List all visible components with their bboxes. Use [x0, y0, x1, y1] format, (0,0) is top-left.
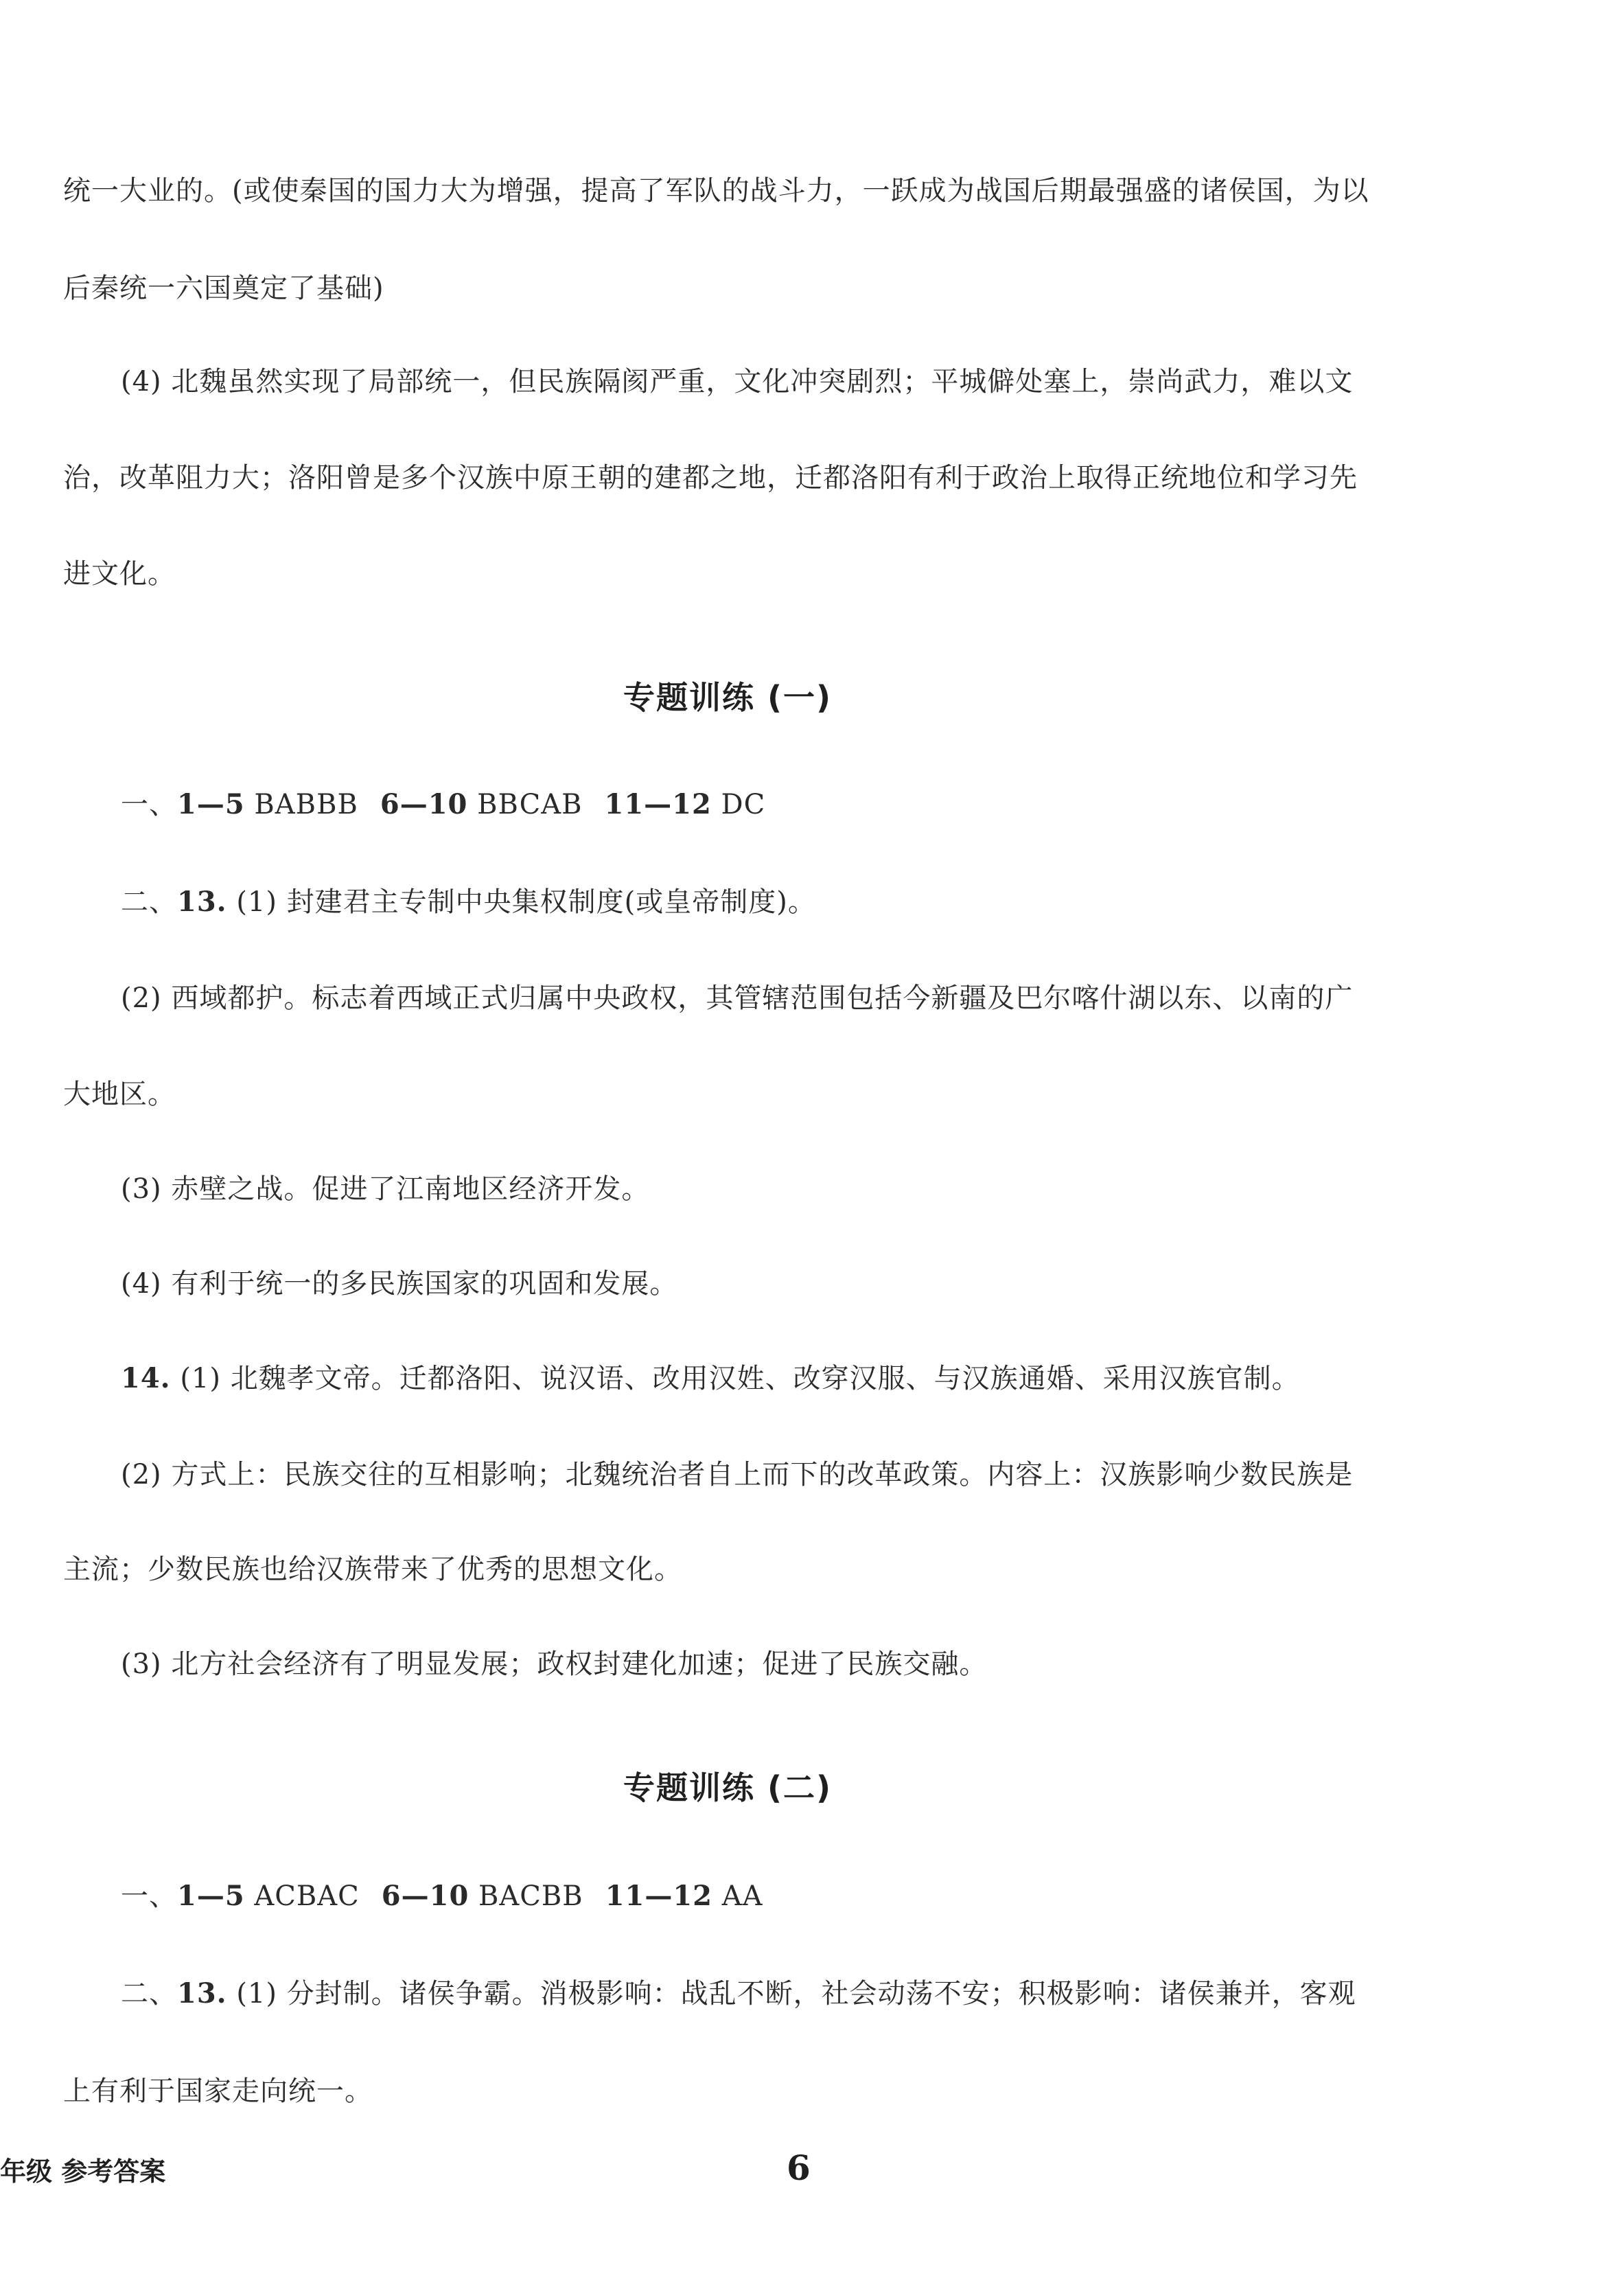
paragraph-line: (4) 有利于统一的多民族国家的巩固和发展。 — [121, 1268, 678, 1300]
paragraph-line: (2) 西域都护。标志着西域正式归属中央政权，其管辖范围包括今新疆及巴尔喀什湖以东、以南的广 — [121, 982, 1354, 1014]
paragraph-line: 治，改革阻力大；洛阳曾是多个汉族中原王朝的建都之地，迁都洛阳有利于政治上取得正统地位和学习先 — [63, 462, 1358, 494]
paragraph-line: 主流；少数民族也给汉族带来了优秀的思想文化。 — [63, 1554, 682, 1585]
footer-label: 年级 参考答案 — [0, 2156, 166, 2187]
page-number: 6 — [787, 2148, 811, 2188]
question-13-line — [121, 1977, 1356, 2010]
mc-answers: BACBB — [478, 1880, 583, 1912]
section-heading-1: 专题训练 (一) — [623, 679, 833, 716]
paragraph-line: (4) 北魏虽然实现了局部统一，但民族隔阂严重，文化冲突剧烈；平城僻处塞上，崇尚武力，难以文 — [121, 366, 1354, 398]
section-heading-2: 专题训练 (二) — [623, 1769, 833, 1806]
mc-prefix: 一、 — [121, 789, 177, 820]
question-number: 13. — [177, 1977, 227, 2010]
paragraph-line: (3) 赤壁之战。促进了江南地区经济开发。 — [121, 1173, 650, 1205]
answer-text: (1) 封建君主专制中央集权制度(或皇帝制度)。 — [236, 886, 816, 918]
mc-answers: ACBAC — [254, 1880, 360, 1912]
paragraph-line: 大地区。 — [63, 1079, 176, 1110]
section-prefix: 二、 — [121, 1978, 177, 2010]
mc-answers: AA — [721, 1880, 763, 1912]
paragraph-line: (2) 方式上：民族交往的互相影响；北魏统治者自上而下的改革政策。内容上：汉族影响少数民族是 — [121, 1459, 1354, 1490]
paragraph-line: 后秦统一六国奠定了基础) — [63, 273, 384, 304]
paragraph-line: (3) 北方社会经济有了明显发展；政权封建化加速；促进了民族交融。 — [121, 1648, 988, 1680]
paragraph-line: 进文化。 — [63, 558, 176, 590]
question-14-line — [121, 1362, 1300, 1395]
mc-answers-row — [121, 1880, 763, 1913]
mc-prefix: 一、 — [121, 1880, 177, 1912]
question-number: 14. — [121, 1362, 171, 1394]
answer-text: (1) 北魏孝文帝。迁都洛阳、说汉语、改用汉姓、改穿汉服、与汉族通婚、采用汉族官制。 — [180, 1363, 1300, 1394]
mc-answers-row — [121, 788, 765, 821]
mc-answers: DC — [721, 789, 766, 820]
paragraph-line: 上有利于国家走向统一。 — [63, 2075, 373, 2107]
mc-range: 6—10 — [380, 788, 468, 820]
mc-answers: BBCAB — [477, 789, 583, 820]
paragraph-line: 统一大业的。(或使秦国的国力大为增强，提高了军队的战斗力，一跃成为战国后期最强盛的诸侯国，为以 — [63, 175, 1369, 207]
answer-text: (1) 分封制。诸侯争霸。消极影响：战乱不断，社会动荡不安；积极影响：诸侯兼并，客观 — [236, 1978, 1356, 2010]
section-prefix: 二、 — [121, 886, 177, 918]
mc-range: 11—12 — [605, 1880, 713, 1912]
question-number: 13. — [177, 886, 227, 918]
mc-range: 1—5 — [177, 788, 245, 820]
question-13-line — [121, 886, 816, 919]
mc-range: 1—5 — [177, 1880, 245, 1912]
mc-range: 11—12 — [604, 788, 712, 820]
mc-answers: BABBB — [254, 789, 358, 820]
mc-range: 6—10 — [381, 1880, 469, 1912]
